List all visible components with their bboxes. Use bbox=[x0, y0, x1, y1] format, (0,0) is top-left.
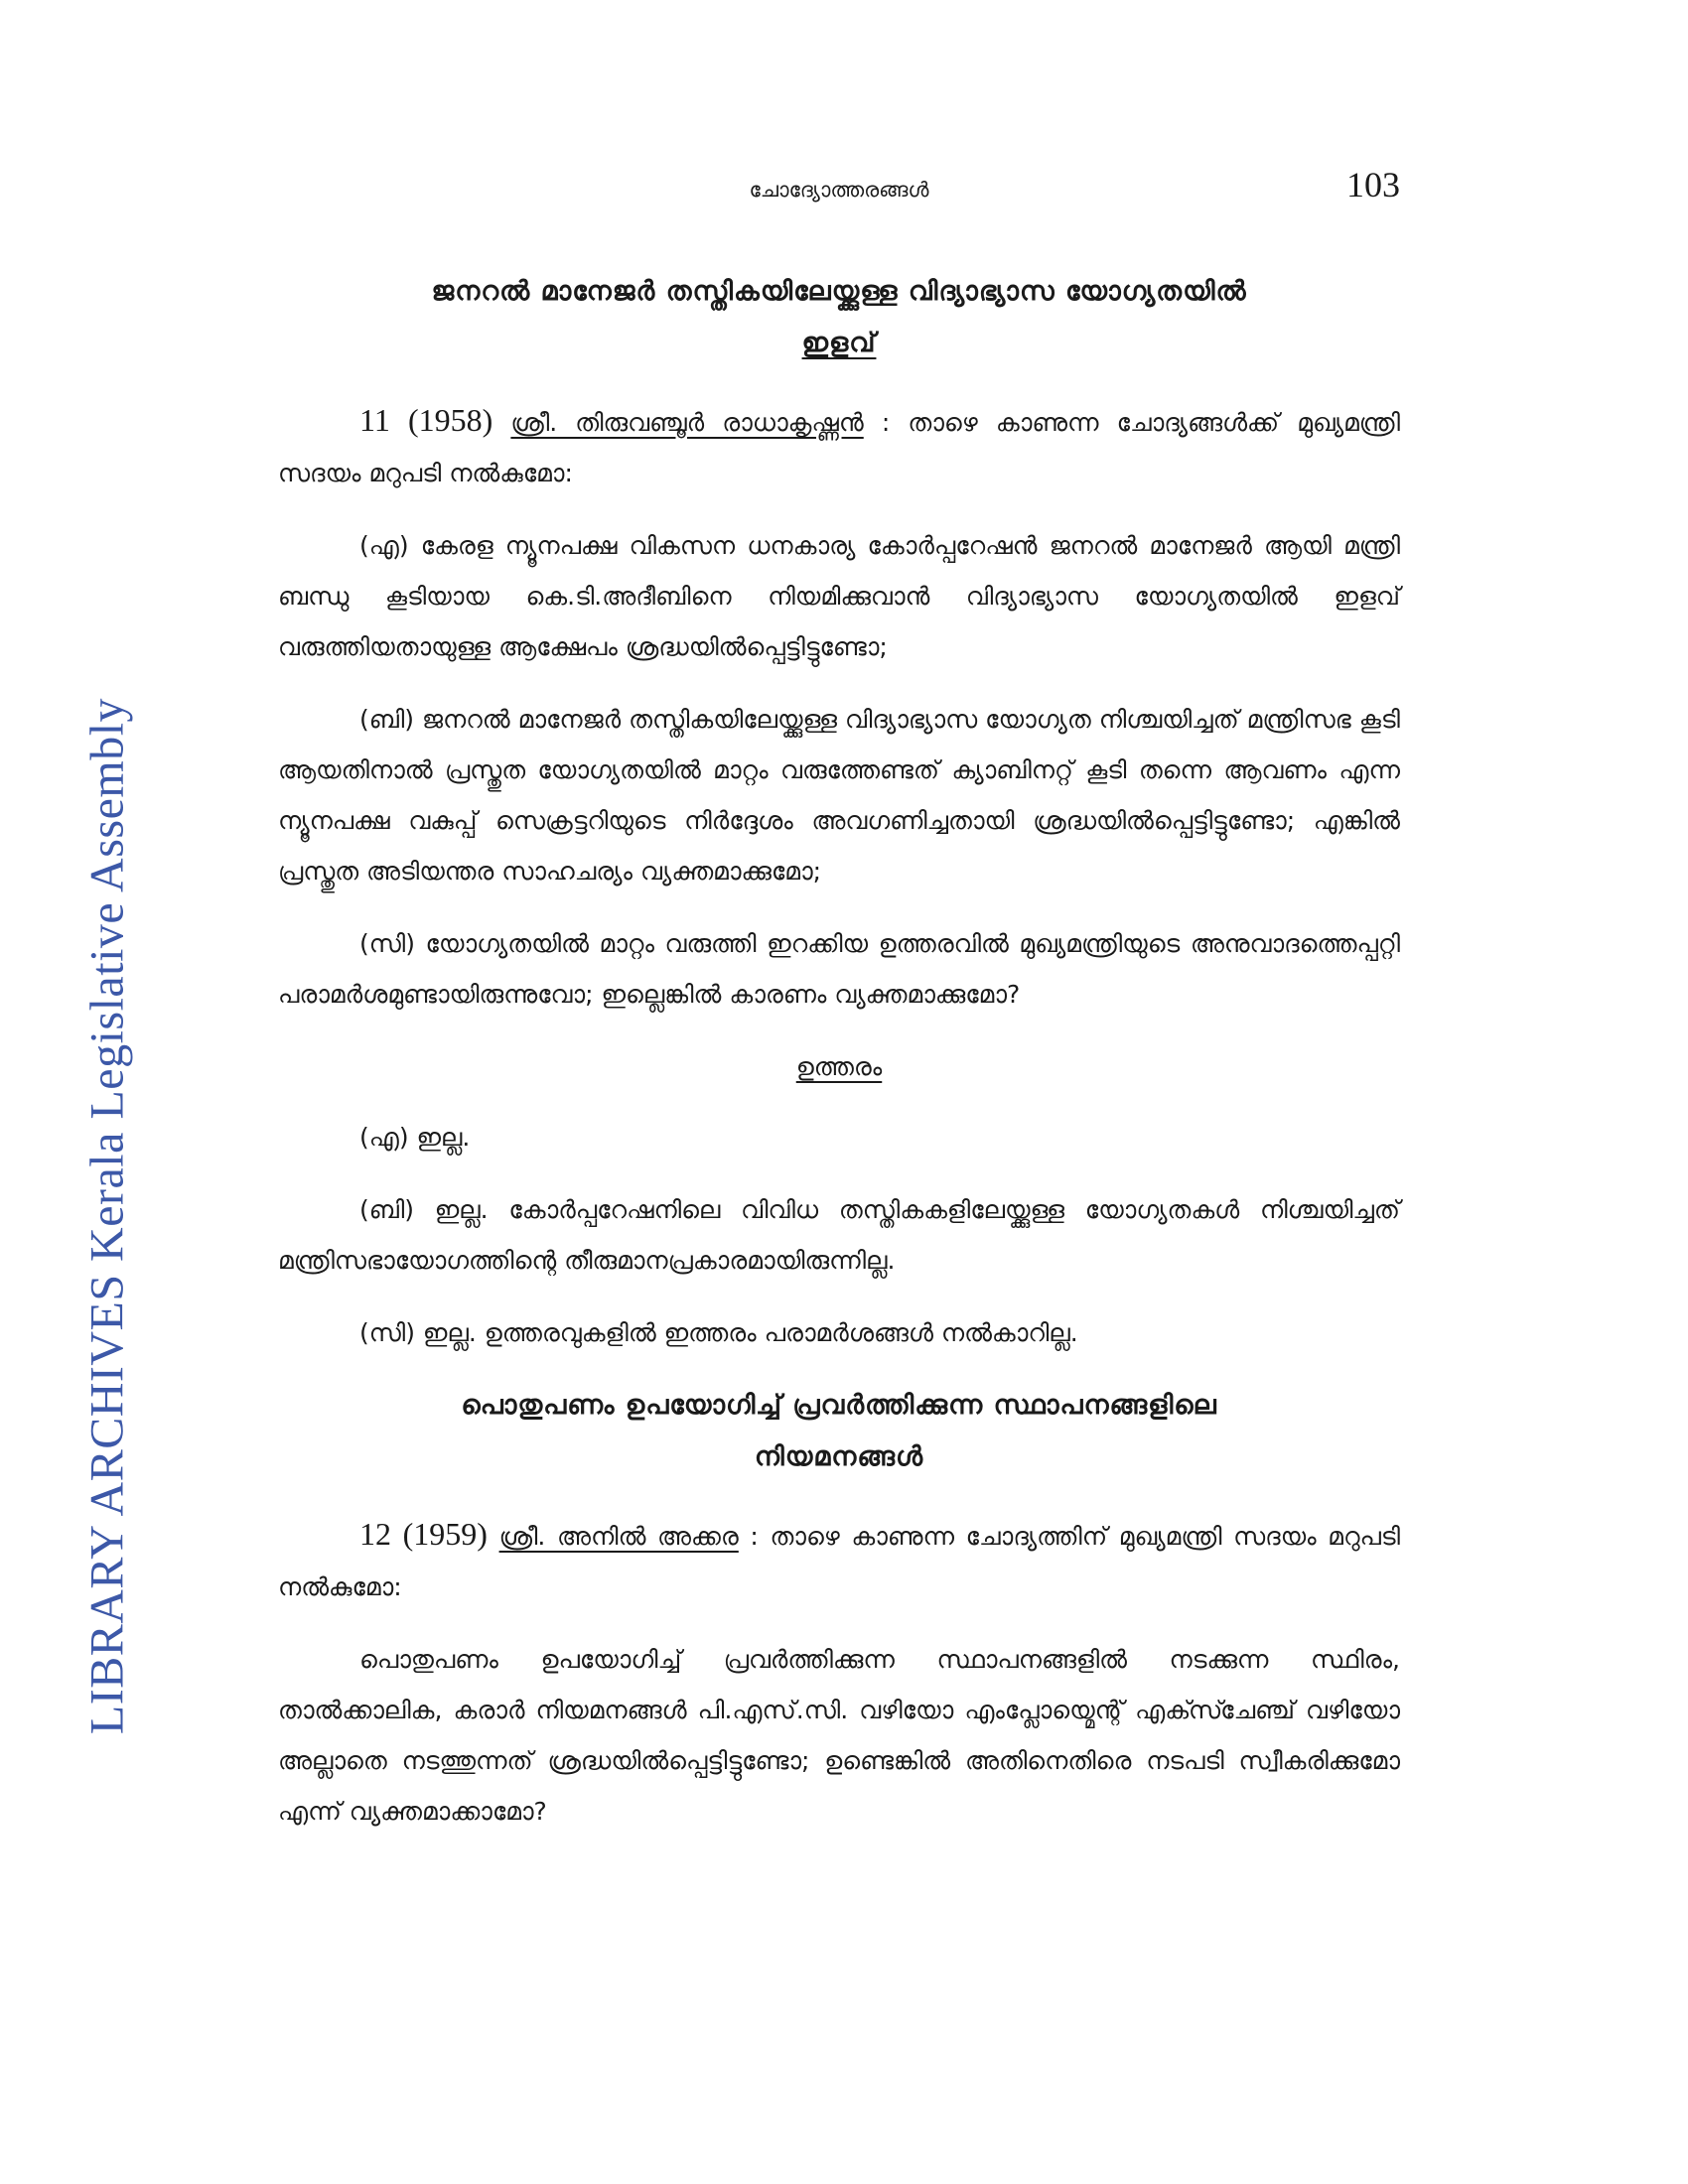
question-2-text: പൊതുപണം ഉപയോഗിച്ച് പ്രവർത്തിക്കുന്ന സ്ഥാപനങ്ങളിൽ നടക്കുന്ന സ്ഥിരം, താൽക്കാലിക, കരാർ നിയമനങ്ങൾ പി.എസ്.സി. വഴിയോ എംപ്ലോയ്മെന്റ് എക്സ്ചേഞ്ച് വഴിയോ അല്ലാതെ നടത്തുന്നത് ശ്രദ്ധയിൽപ്പെട്ടിട്ടുണ്ടോ; ഉണ്ടെങ്കിൽ അതിനെതിരെ നടപടി സ്വീകരിക്കുമോ എന്ന് വ്യക്തമാക്കാമോ? bbox=[278, 1645, 1400, 1826]
question-1-intro-text: : താഴെ കാണുന്ന ചോദ്യങ്ങൾക്ക് മുഖ്യമന്ത്രി സദയം മറുപടി നൽകുമോ: bbox=[278, 408, 1401, 487]
question-2-number: 12 (1959) bbox=[359, 1516, 488, 1552]
question-1-heading-line-1: ജനറൽ മാനേജർ തസ്തികയിലേയ്ക്കുള്ള വിദ്യാഭ്യാസ യോഗ്യതയിൽ bbox=[431, 276, 1247, 307]
page-number: 103 bbox=[1346, 165, 1400, 205]
question-2-heading-line-2: നിയമനങ്ങൾ bbox=[754, 1441, 924, 1472]
answer-heading: ഉത്തരം bbox=[795, 1052, 883, 1081]
question-2-heading-line-1: പൊതുപണം ഉപയോഗിച്ച് പ്രവർത്തിക്കുന്ന സ്ഥാപനങ്ങളിലെ bbox=[461, 1390, 1217, 1421]
question-1-intro bbox=[278, 395, 1400, 498]
question-1-heading bbox=[278, 266, 1400, 369]
question-1-heading-line-2: ഇളവ് bbox=[801, 328, 877, 358]
question-1-number: 11 (1958) bbox=[359, 402, 493, 438]
answer-part-a: (എ) ഇല്ല. bbox=[359, 1123, 471, 1152]
answer-part-c: (സി) ഇല്ല. ഉത്തരവുകളിൽ ഇത്തരം പരാമർശങ്ങൾ നൽകാറില്ല. bbox=[359, 1318, 1078, 1347]
question-1-part-b: (ബി) ജനറൽ മാനേജർ തസ്തികയിലേയ്ക്കുള്ള വിദ്യാഭ്യാസ യോഗ്യത നിശ്ചയിച്ചത് മന്ത്രിസഭ കൂടി ആയതിനാൽ പ്രസ്തുത യോഗ്യതയിൽ മാറ്റം വരുത്തേണ്ടത് ക്യാബിനറ്റ് കൂടി തന്നെ ആവണം എന്ന ന്യൂനപക്ഷ വകുപ്പ് സെക്രട്ടറിയുടെ നിർദ്ദേശം അവഗണിച്ചതായി ശ്രദ്ധയിൽപ്പെട്ടിട്ടുണ്ടോ; എങ്കിൽ പ്രസ്തുത അടിയന്തര സാഹചര്യം വ്യക്തമാക്കുമോ; bbox=[278, 705, 1400, 886]
answer-part-b: (ബി) ഇല്ല. കോർപ്പറേഷനിലെ വിവിധ തസ്തികകളിലേയ്ക്കുള്ള യോഗ്യതകൾ നിശ്ചയിച്ചത് മന്ത്രിസഭായോഗത്തിന്റെ തീരുമാനപ്രകാരമായിരുന്നില്ല. bbox=[278, 1195, 1400, 1275]
watermark: LIBRARY ARCHIVES Kerala Legislative Assembly bbox=[80, 697, 134, 1735]
question-2-heading bbox=[278, 1380, 1400, 1483]
running-title: ചോദ്യോത്തരങ്ങൾ bbox=[749, 178, 929, 202]
question-2-member: ശ്രീ. അനിൽ അക്കര bbox=[498, 1522, 739, 1551]
page-header bbox=[278, 164, 1400, 213]
question-2-intro bbox=[278, 1509, 1400, 1612]
question-1-part-a: (എ) കേരള ന്യൂനപക്ഷ വികസന ധനകാര്യ കോർപ്പറേഷൻ ജനറൽ മാനേജർ ആയി മന്ത്രി ബന്ധു കൂടിയായ കെ.ടി.അദീബിനെ നിയമിക്കുവാൻ വിദ്യാഭ്യാസ യോഗ്യതയിൽ ഇളവ് വരുത്തിയതായുള്ള ആക്ഷേപം ശ്രദ്ധയിൽപ്പെട്ടിട്ടുണ്ടോ; bbox=[278, 531, 1400, 661]
question-1-part-c: (സി) യോഗ്യതയിൽ മാറ്റം വരുത്തി ഇറക്കിയ ഉത്തരവിൽ മുഖ്യമന്ത്രിയുടെ അനുവാദത്തെപ്പറ്റി പരാമർശമുണ്ടായിരുന്നുവോ; ഇല്ലെങ്കിൽ കാരണം വ്യക്തമാക്കുമോ? bbox=[278, 929, 1400, 1009]
page-content bbox=[278, 266, 1400, 1858]
question-2-intro-text: : താഴെ കാണുന്ന ചോദ്യത്തിന് മുഖ്യമന്ത്രി സദയം മറുപടി നൽകുമോ: bbox=[278, 1522, 1401, 1601]
question-1-member: ശ്രീ. തിരുവഞ്ചൂർ രാധാകൃഷ്ണൻ bbox=[510, 408, 864, 437]
